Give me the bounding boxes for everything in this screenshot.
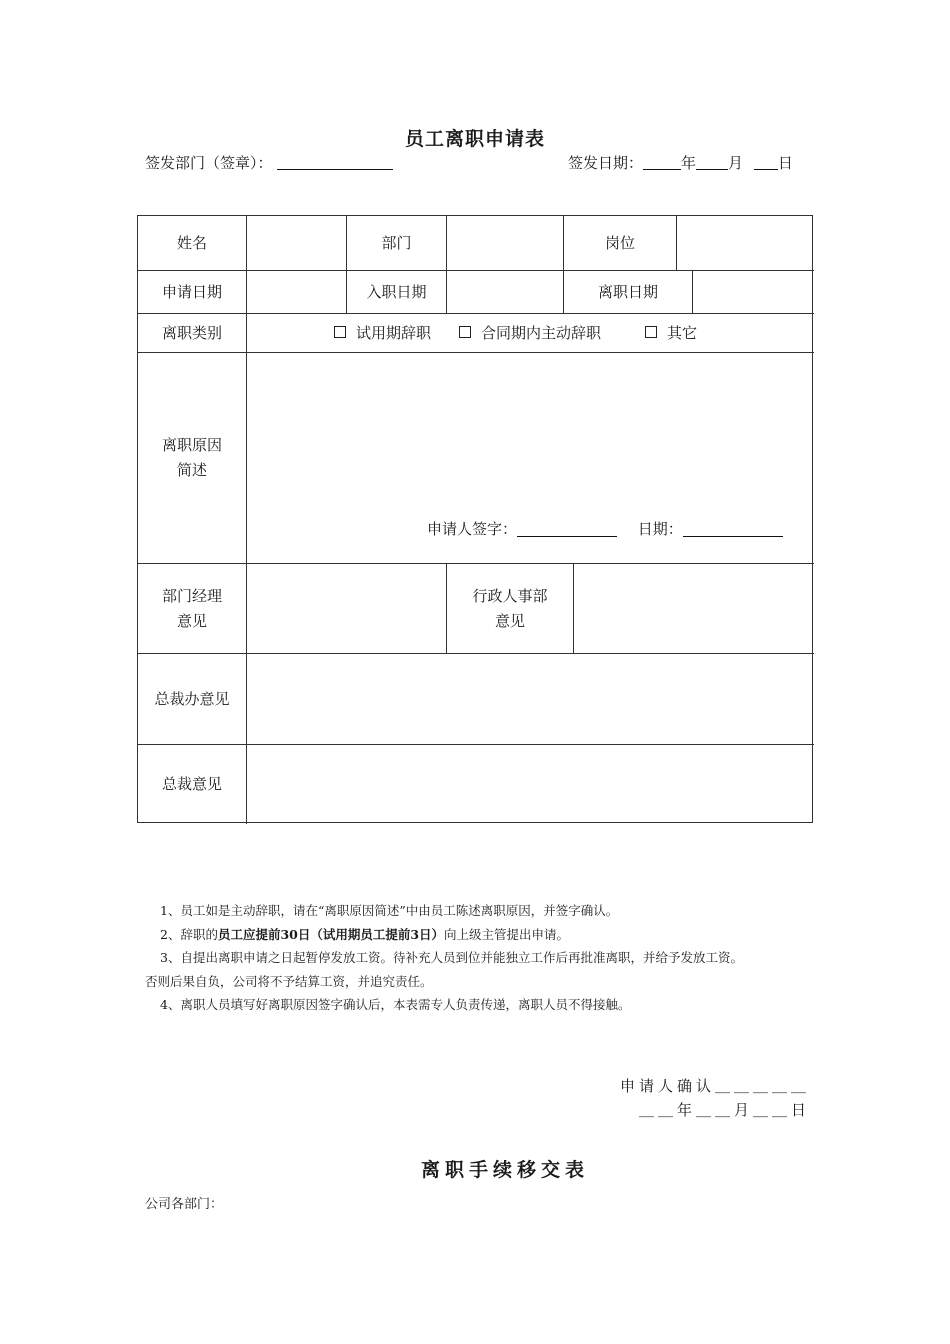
issue-day-blank[interactable] [754,155,778,170]
issue-month-blank[interactable] [696,155,728,170]
note-2a: 2、辞职的 [160,926,218,942]
option-probation[interactable] [334,321,431,346]
join-date-field[interactable] [447,271,563,313]
ceo-label: 总裁意见 [161,775,222,793]
issue-dept-label: 签发部门（签章）： [145,154,273,172]
departments-label: 公司各部门： [145,1197,224,1212]
sign-date-blank[interactable] [683,522,783,537]
applicant-sign-label: 申请人签字： [427,520,518,538]
ceo-office-field[interactable] [247,654,814,744]
note-3b: 否则后果自负，公司将不予结算工资，并追究责任。 [145,973,433,989]
dept-manager-field[interactable] [247,564,446,653]
department-field[interactable] [447,216,563,270]
leave-date-label: 离职日期 [597,282,658,301]
option-contract[interactable] [459,321,601,346]
checkbox-icon[interactable] [334,326,346,338]
hr-field[interactable] [574,564,814,653]
note-4: 4、离职人员填写好离职原因签字确认后，本表需专人负责传递，离职人员不得接触。 [160,997,631,1012]
note-2c: 向上级主管提出申请。 [444,926,570,942]
reason-label [138,353,246,563]
page-title: 员工离职申请表 [404,128,545,150]
checkbox-icon[interactable] [459,326,471,338]
reason-label-line2: 简述 [176,461,207,479]
category-label: 离职类别 [161,323,222,342]
reason-label-line1: 离职原因 [161,436,222,454]
option-other[interactable] [645,321,697,346]
hr-label [447,564,573,653]
option-other-label: 其它 [667,323,698,342]
issue-date [568,152,793,173]
issue-year-blank[interactable] [643,155,681,170]
issue-date-label: 签发日期： [568,154,644,172]
note-3a: 3、自提出离职申请之日起暂停发放工资。待补充人员到位并能独立工作后再批准离职，并给予发放工资。 [160,950,743,965]
resignation-form [137,215,813,823]
checkbox-icon[interactable] [645,326,657,338]
day-label: 日 [777,154,793,172]
month-label: 月 [728,154,744,172]
note-2 [145,923,810,947]
category-options [334,314,754,352]
applicant-confirmation [620,1074,810,1122]
handover-title: 离职手续移交表 [420,1159,589,1181]
issue-dept-blank[interactable] [277,155,393,170]
department-label: 部门 [381,233,412,252]
name-label: 姓名 [176,233,207,252]
option-probation-label: 试用期辞职 [356,323,432,342]
note-1: 1、员工如是主动辞职，请在“离职原因简述”中由员工陈述离职原因，并签字确认。 [160,903,619,918]
hr-label-line2: 意见 [494,611,525,630]
year-label: 年 [681,154,697,172]
applicant-sign-blank[interactable] [517,522,617,537]
leave-date-field[interactable] [693,271,814,313]
notes [145,899,810,1017]
dept-manager-label [138,564,246,653]
confirm-line2: ＿＿年＿＿月＿＿日 [638,1101,810,1119]
option-contract-label: 合同期内主动辞职 [481,323,602,342]
ceo-field[interactable] [247,745,814,824]
apply-date-label: 申请日期 [161,282,222,301]
hr-label-line1: 行政人事部 [472,586,548,605]
dept-manager-label-line1: 部门经理 [161,586,222,605]
issue-department [145,152,393,173]
position-field[interactable] [677,216,814,270]
confirm-line1: 申请人确认＿＿＿＿＿ [619,1077,810,1095]
sign-date-label: 日期： [637,520,683,538]
dept-manager-label-line2: 意见 [176,611,207,630]
join-date-label: 入职日期 [366,282,427,301]
note-2-emphasis: 员工应提前30日（试用期员工提前3日） [217,926,445,942]
position-label: 岗位 [604,233,635,252]
name-field[interactable] [247,216,346,270]
apply-date-field[interactable] [247,271,346,313]
ceo-office-label: 总裁办意见 [154,689,230,708]
applicant-signature [427,518,783,539]
